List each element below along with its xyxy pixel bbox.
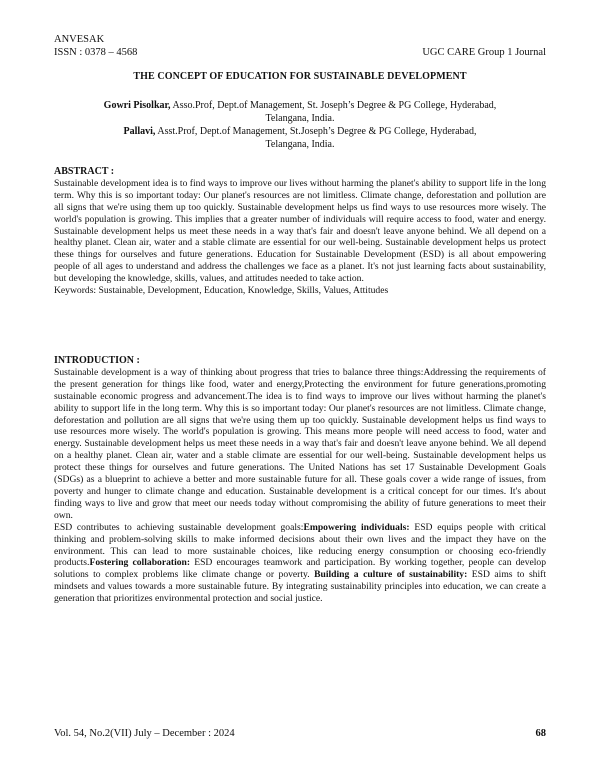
fostering-collaboration-text: ESD encourages teamwork and participation. By working together, people can develop solutions to complex problems like climate change or poverty. — [54, 557, 547, 581]
paper-title: THE CONCEPT OF EDUCATION FOR SUSTAINABLE DEVELOPMENT — [133, 71, 467, 82]
author-1-location: Telangana, India. — [265, 113, 335, 124]
keywords: Keywords: Sustainable, Development, Education, Knowledge, Skills, Values, Attitudes — [54, 285, 389, 297]
esd-goals-lead: ESD contributes to achieving sustainable development goals: — [54, 521, 304, 533]
volume-info: Vol. 54, No.2(VII) July – December : 2024 — [54, 728, 235, 739]
empowering-individuals-term: Empowering individuals: — [303, 521, 410, 533]
introduction-paragraph-1: Sustainable development is a way of thinking about progress that tries to balance three things:Addressing the requirements of the present generation for things like food, water and energy,Protecting the environment for future generations,promoting sustainable economic progress and advancement.The idea is to find ways to improve our lives without harming the planet's ability to support life in the long term. Why this is so important today: Our planet's resources are not limitless. Climate change, deforestation and pollution are all signs that we're using them up too quickly. Sustainable development helps us find ways to use resources more wisely. The world's population is growing. This means more people will need access to food, water and energy. Sustainable development helps us meet these needs in a way that's fair and doesn't leave anyone behind. We all depend on a healthy planet. Clean air, water and a stable climate are essential for our well-being. Sustainable development helps us protect these things for ourselves and future generations. The United Nations has set 17 Sustainable Development Goals (SDGs) as a blueprint to achieve a better and more sustainable future for all. These goals cover a wide range of issues, from poverty and hunger to climate change and education. Sustainable development is a critical concept for our times. It's about finding ways to live and grow that meet our needs today without compromising the ability of future generations to meet their own. — [54, 366, 546, 521]
author-2-affiliation: Asst.Prof, Dept.of Management, St.Joseph’s Degree & PG College, Hyderabad, — [155, 126, 477, 137]
introduction-heading: INTRODUCTION : — [54, 355, 140, 366]
author-block — [60, 99, 540, 151]
culture-of-sustainability-text: ESD aims to shift mindsets and values towards a more sustainable future. By integrating sustainability principles into education, we can create a generation that prioritizes environmental protection and social justice. — [54, 569, 547, 605]
author-2-name: Pallavi, — [123, 126, 156, 137]
author-2 — [60, 125, 540, 138]
ugc-care-label: UGC CARE Group 1 Journal — [422, 47, 546, 58]
introduction-section — [54, 355, 546, 605]
author-1-affiliation: Asso.Prof, Dept.of Management, St. Joseph’s Degree & PG College, Hyderabad, — [170, 100, 497, 111]
introduction-paragraph-2 — [54, 522, 546, 605]
culture-of-sustainability-term: Building a culture of sustainability: — [314, 569, 468, 581]
issn: ISSN : 0378 – 4568 — [54, 47, 138, 58]
journal-name: ANVESAK — [54, 34, 105, 45]
author-2-location: Telangana, India. — [265, 139, 335, 150]
empowering-individuals-text: ESD equips people with critical thinking and problem-solving skills to make informed decisions about their own lives and the impact they have on the environment. This can lead to more sustainable choices, like reducing energy consumption or choosing eco-friendly products. — [54, 521, 546, 569]
author-1 — [60, 99, 540, 112]
author-1-name: Gowri Pisolkar, — [103, 100, 171, 111]
fostering-collaboration-term: Fostering collaboration: — [89, 557, 191, 569]
abstract-text: Sustainable development idea is to find ways to improve our lives without harming the planet's ability to support life in the long term. Why this is so important today: Our planet's resources are not limitless. Climate change, deforestation and pollution are all signs that we're using them up too quickly. Sustainable development helps us find ways to use resources more wisely. The world's population is growing. This implies that a greater number of individuals will require access to food, water and energy. Sustainable development helps us meet these needs in a way that's fair and doesn't leave anyone behind. We all depend on a healthy planet. Clean air, water and a stable climate are essential for our well-being. Sustainable development helps us protect these things for ourselves and future generations. Education for Sustainable Development (ESD) is all about empowering people of all ages to understand and address the challenges we face as a planet. It's not just learning facts about sustainability, but developing the knowledge, skills, values, and attitudes needed to take action. — [54, 177, 546, 285]
abstract-heading: ABSTRACT : — [54, 166, 115, 177]
page-number: 68 — [535, 728, 546, 739]
abstract-section — [54, 166, 546, 297]
